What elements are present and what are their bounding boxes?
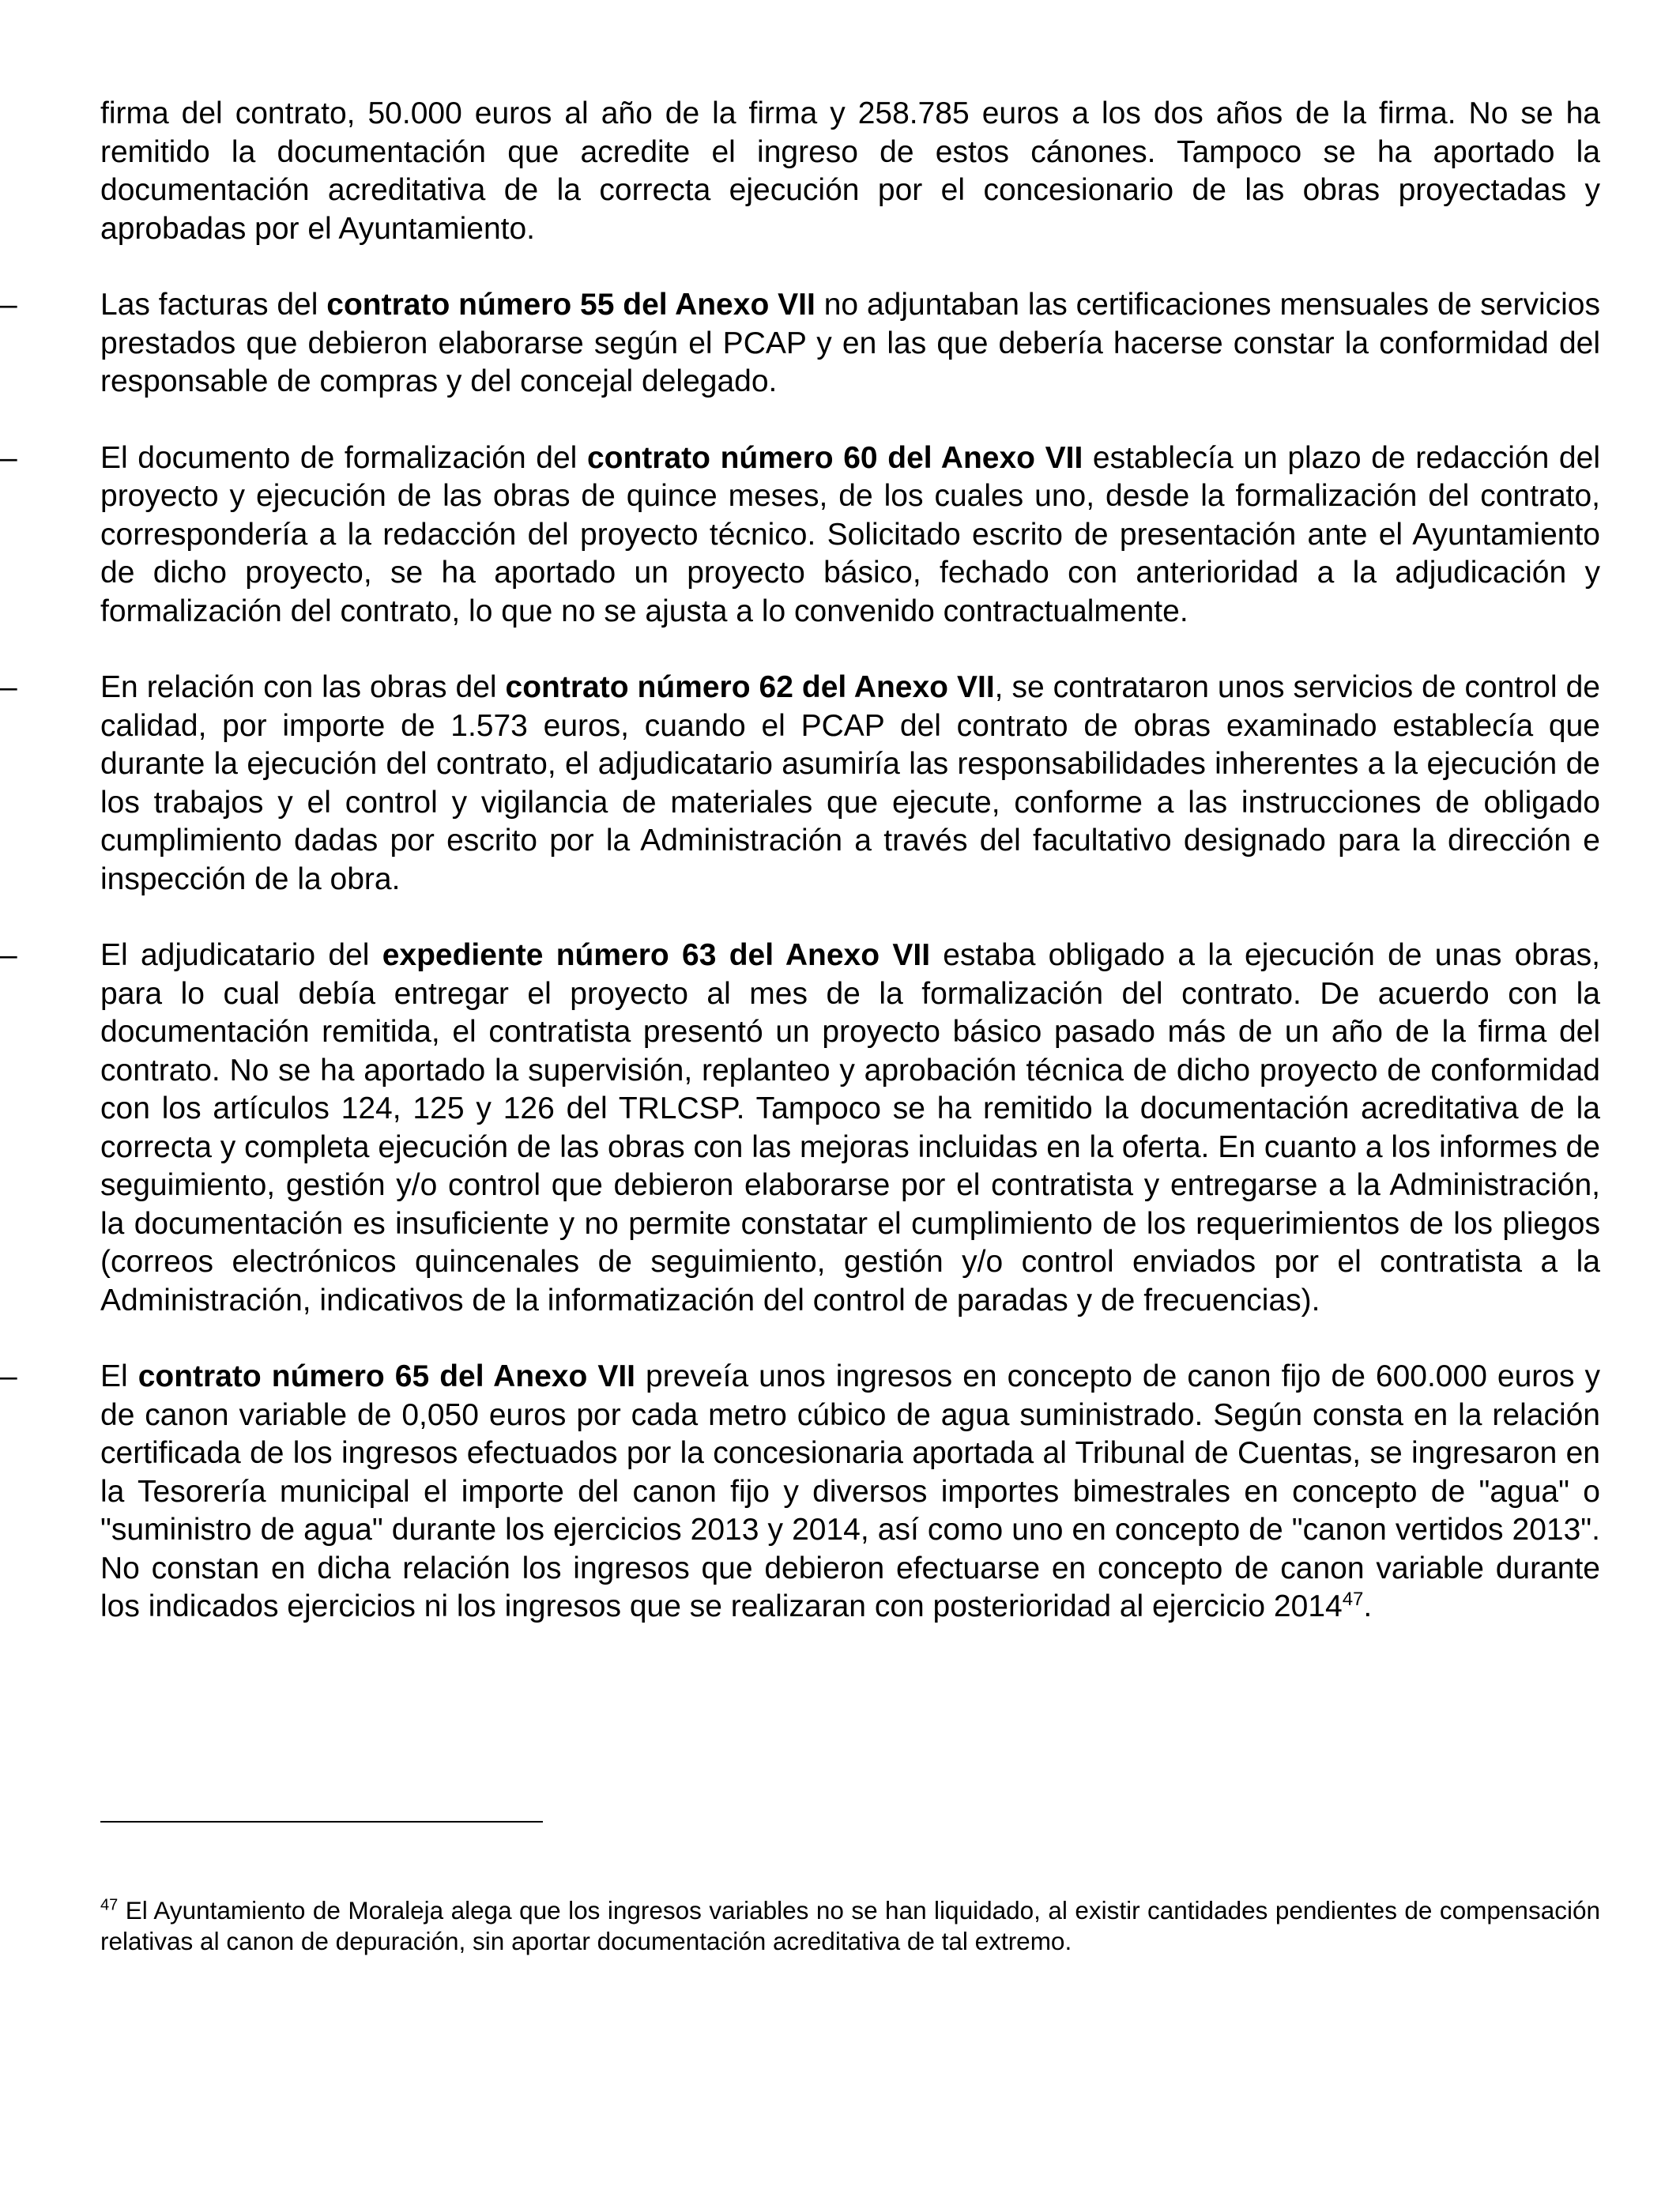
footnote-separator [100,1821,543,1823]
dash-bullet: – [0,670,17,704]
contract-reference: contrato número 60 del Anexo VII [586,440,1083,475]
continuation-paragraph: firma del contrato, 50.000 euros al año de la firma y 258.785 euros a los dos años de la firma. No se ha remitido la documentación que acredite el ingreso de estos cánones. Tampoco se ha aportado la documentación acreditativa de la correcta ejecución por el concesionario de las obras proyectadas y aprobadas por el Ayuntamiento. [100,96,1600,246]
contract-reference: expediente número 63 del Anexo VII [382,938,931,972]
footnote-text: El Ayuntamiento de Moraleja alega que los ingresos variables no se han liquidado, al existir cantidades pendientes de compensación relativas al canon de depuración, sin aportar documentación acreditativa de tal extremo. [100,1896,1600,1955]
list-item-contrato-65: – El contrato número 65 del Anexo VII preveía unos ingresos en concepto de canon fijo de 600.000 euros y de canon variable de 0,050 euros por cada metro cúbico de agua suministrado. Según consta en la relación certificada de los ingresos efectuados por la concesionaria aportada al Tribunal de Cuentas, se ingresaron en la Tesorería municipal el importe del canon fijo y diversos importes bimestrales en concepto de "agua" o "suministro de agua" durante los ejercicios 2013 y 2014, así como uno en concepto de "canon vertidos 2013". No constan en dicha relación los ingresos que debieron efectuarse en concepto de canon variable durante los indicados ejercicios ni los ingresos que se realizaran con posterioridad al ejercicio 2014$^{47}$. [0,1359,1600,1623]
contract-reference: contrato número 62 del Anexo VII [505,670,995,704]
contract-reference: contrato número 65 del Anexo VII [137,1359,636,1393]
footnote-reference[interactable]: 47 [1342,1589,1364,1610]
footnote [100,1895,1600,1957]
document-body [0,95,1600,1627]
list-item-expediente-63: – El adjudicatario del expediente número 63 del Anexo VII estaba obligado a la ejecución de unas obras, para lo cual debía entregar el proyecto al mes de la formalización del contrato. De acuerdo con la documentación remitida, el contratista presentó un proyecto básico pasado más de un año de la firma del contrato. No se ha aportado la supervisión, replanteo y aprobación técnica de dicho proyecto de conformidad con los artículos 124, 125 y 126 del TRLCSP. Tampoco se ha remitido la documentación acreditativa de la correcta y completa ejecución de las obras con las mejoras incluidas en la oferta. En cuanto a los informes de seguimiento, gestión y/o control que debieron elaborarse por el contratista y entregarse a la Administración, la documentación es insuficiente y no permite constatar el cumplimiento de los requerimientos de los pliegos (correos electrónicos quincenales de seguimiento, gestión y/o control enviados por el contratista a la Administración, indicativos de la informatización del control de paradas y de frecuencias). [0,938,1600,1318]
dash-bullet: – [0,440,17,475]
contract-reference: contrato número 55 del Anexo VII [326,288,816,322]
dash-bullet: – [0,288,17,322]
footnote-number: 47 [100,1896,119,1914]
dash-bullet: – [0,938,17,972]
list-item-contrato-60: – El documento de formalización del contrato número 60 del Anexo VII establecía un plazo de redacción del proyecto y ejecución de las obras de quince meses, de los cuales uno, desde la formalización del contrato, correspondería a la redacción del proyecto técnico. Solicitado escrito de presentación ante el Ayuntamiento de dicho proyecto, se ha aportado un proyecto básico, fechado con anterioridad a la adjudicación y formalización del contrato, lo que no se ajusta a lo convenido contractualmente. [0,440,1600,628]
list-item-contrato-55: – Las facturas del contrato número 55 del Anexo VII no adjuntaban las certificaciones mensuales de servicios prestados que debieron elaborarse según el PCAP y en las que debería hacerse constar la conformidad del responsable de compras y del concejal delegado. [0,288,1600,398]
list-item-contrato-62: – En relación con las obras del contrato número 62 del Anexo VII, se contrataron unos servicios de control de calidad, por importe de 1.573 euros, cuando el PCAP del contrato de obras examinado establecía que durante la ejecución del contrato, el adjudicatario asumiría las responsabilidades inherentes a la ejecución de los trabajos y el control y vigilancia de materiales que ejecute, conforme a las instrucciones de obligado cumplimiento dadas por escrito por la Administración a través del facultativo designado para la dirección e inspección de la obra. [0,670,1600,896]
dash-bullet: – [0,1359,17,1393]
